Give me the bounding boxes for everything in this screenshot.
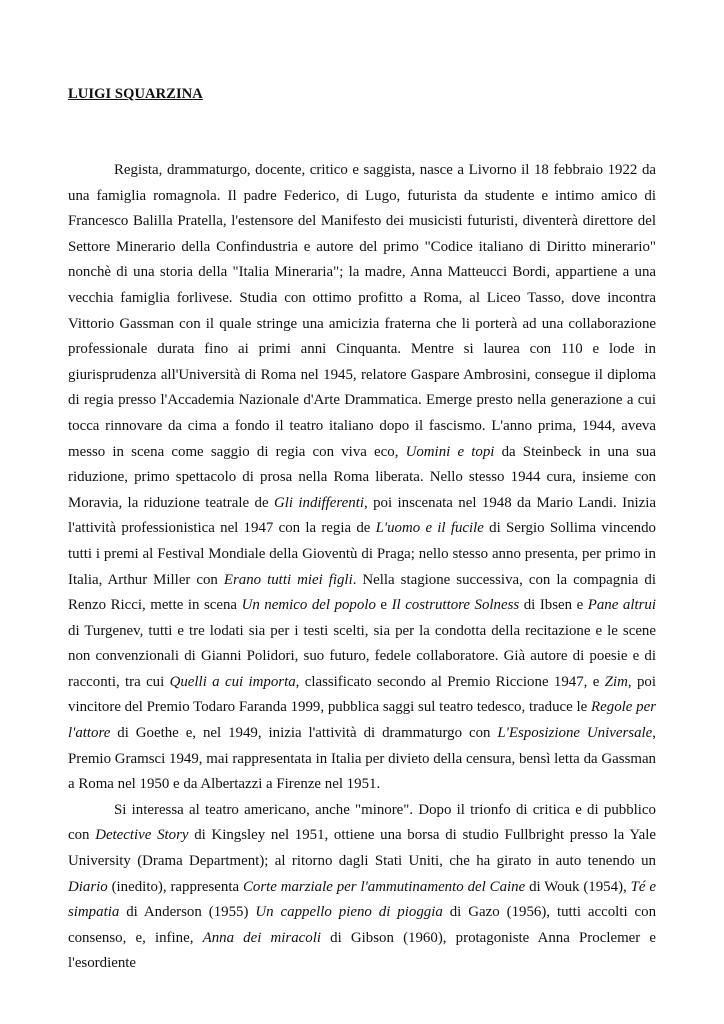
text-run: di Kingsley nel 1951, ottiene una borsa di studio Fullbright presso la Yale University (Drama Department); al ritorno dagli Stati Uniti, che ha girato in auto tenendo un <box>68 827 656 870</box>
text-run: di Goethe e, nel 1949, inizia l'attività di drammaturgo con <box>110 725 498 742</box>
italic-title: Pane altrui <box>587 597 656 614</box>
italic-title: Té e simpatia <box>68 878 656 921</box>
text-run: di Gazo (1956), tutti accolti con consenso, e, infine, <box>68 904 657 946</box>
paragraph-1 <box>68 158 656 798</box>
text-run: (inedito), rappresenta <box>107 878 243 895</box>
italic-title: L'uomo e il fucile <box>375 520 484 537</box>
text-run: da Steinbeck in una sua riduzione, primo spettacolo di prosa nella Roma liberata. Nello stesso 1944 cura, insieme con Moravia, la riduzione teatrale de <box>68 443 656 511</box>
text-run: , classificato secondo al Premio Riccione 1947, e <box>295 673 605 690</box>
italic-title: Il costruttore Solness <box>391 597 520 614</box>
italic-title: Regole per l'attore <box>68 699 656 742</box>
text-run: di Sergio Sollima vincendo tutti i premi al Festival Mondiale della Gioventù di Praga; nello stesso anno presenta, per primo in Italia, Arthur Miller con <box>68 520 656 588</box>
text-run: , poi vincitore del Premio Todaro Faranda 1999, pubblica saggi sul teatro tedesco, traduce le <box>68 673 656 716</box>
italic-title: Quelli a cui importa <box>169 673 296 690</box>
italic-title: Zim <box>604 673 628 690</box>
italic-title: Gli indifferenti <box>273 494 364 511</box>
text-run: e <box>375 597 392 614</box>
text-run: . Nella stagione successiva, con la compagnia di Renzo Ricci, mette in scena <box>68 571 656 614</box>
italic-title: Corte marziale per l'ammutinamento del Caine <box>242 878 526 895</box>
text-run: di Turgenev, tutti e tre lodati sia per i testi scelti, sia per la condotta della recitazione e le scene non convenzionali di Gianni Polidori, suo futuro, fedele collaboratore. Già autore di poesie e di racconti, tra cui <box>68 622 656 690</box>
italic-title: Diario <box>68 878 108 895</box>
italic-title: Anna dei miracoli <box>202 929 321 946</box>
italic-title: Detective Story <box>95 827 189 844</box>
text-run: di Ibsen e <box>519 597 588 614</box>
italic-title: Uomini e topi <box>405 443 495 460</box>
text-run: Si interessa al teatro americano, anche "minore". Dopo il trionfo di critica e di pubblico con <box>68 801 656 844</box>
text-run: di Wouk (1954), <box>525 878 631 895</box>
italic-title: Un nemico del popolo <box>241 597 376 614</box>
paragraph-2 <box>68 798 656 977</box>
document-title: LUIGI SQUARZINA <box>68 86 203 102</box>
italic-title: Un cappello pieno di pioggia <box>255 904 443 921</box>
text-run: , poi inscenata nel 1948 da Mario Landi. Inizia l'attività professionistica nel 1947 con la regia de <box>68 494 657 537</box>
text-run: di Gibson (1960), protagoniste Anna Proclemer e l'esordiente <box>68 929 656 972</box>
italic-title: Erano tutti miei figli <box>223 571 353 588</box>
text-run: di Anderson (1955) <box>119 904 256 921</box>
text-run: , Premio Gramsci 1949, mai rappresentata in Italia per divieto della censura, bensì letta da Gassman a Roma nel 1950 e da Albertazzi a Firenze nel 1951. <box>68 725 656 793</box>
document-body <box>68 158 656 977</box>
italic-title: L'Esposizione Universale <box>497 725 653 742</box>
text-run: Regista, drammaturgo, docente, critico e saggista, nasce a Livorno il 18 febbraio 1922 da una famiglia romagnola. Il padre Federico, di Lugo, futurista da studente e intimo amico di Francesco Balilla Pratella, l'estensore del Manifesto dei musicisti futuristi, diventerà direttore del Settore Minerario della Confindustria e autore del primo "Codice italiano di Diritto minerario" nonchè di una storia della "Italia Mineraria"; la madre, Anna Matteucci Bordi, appartiene a una vecchia famiglia forlivese. Studia con ottimo profitto a Roma, al Liceo Tasso, dove incontra Vittorio Gassman con il quale stringe una amicizia fraterna che li porterà ad una collaborazione professionale durata fino ai primi anni Cinquanta. Mentre si laurea con 110 e lode in giurisprudenza all'Università di Roma nel 1945, relatore Gaspare Ambrosini, consegue il diploma di regia presso l'Accademia Nazionale d'Arte Drammatica. Emerge presto nella generazione a cui tocca rinnovare da cima a fondo il teatro italiano dopo il fascismo. L'anno prima, 1944, aveva messo in scena come saggio di regia con viva eco, <box>68 162 656 460</box>
